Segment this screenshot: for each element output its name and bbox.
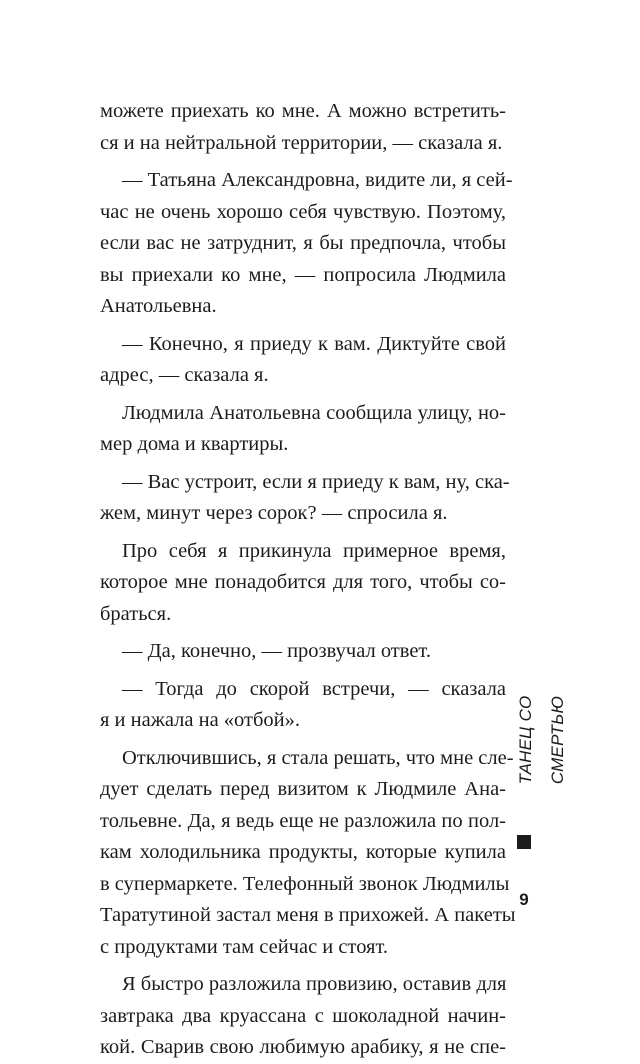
text-line: жем, минут через сорок? — спросила я. bbox=[100, 502, 448, 524]
text-line: с продуктами там сейчас и стоят. bbox=[100, 935, 389, 958]
text-line: адрес, — сказала я. bbox=[100, 364, 269, 386]
text-line: дует сделать перед визитом к Людмиле Ана- bbox=[100, 778, 506, 800]
running-title: ТАНЕЦ СО СМЕРТЬЮ bbox=[516, 695, 567, 785]
text-line: час не очень хорошо себя чувствую. Поэтому, bbox=[100, 200, 506, 223]
page-number: 9 bbox=[519, 890, 529, 909]
text-line: Анатольевна. bbox=[100, 295, 217, 317]
body-text bbox=[100, 96, 516, 1064]
text-line: Я быстро разложила провизию, оставив для bbox=[122, 973, 507, 995]
text-line: Отключившись, я стала решать, что мне сле- bbox=[122, 746, 514, 769]
text-line: Таратутиной застал меня в прихожей. А пакеты bbox=[100, 904, 516, 926]
text-line: вы приехали ко мне, — попросила Людмила bbox=[100, 263, 506, 286]
text-line: если вас не затруднит, я бы предпочла, чтобы bbox=[100, 232, 506, 254]
text-line: ся и на нейтральной территории, — сказала я. bbox=[100, 131, 503, 154]
square-marker bbox=[517, 835, 531, 849]
text-line: кой. Сварив свою любимую арабику, я не спе- bbox=[100, 1036, 506, 1058]
text-line: которое мне понадобится для того, чтобы со- bbox=[100, 571, 506, 593]
text-line: — Тогда до скорой встречи, — сказала bbox=[122, 677, 506, 700]
text-line: я и нажала на «отбой». bbox=[100, 709, 301, 731]
text-line: завтрака два круассана с шоколадной начин- bbox=[100, 1004, 506, 1027]
text-line: — Да, конечно, — прозвучал ответ. bbox=[122, 640, 431, 662]
text-line: Людмила Анатольевна сообщила улицу, но- bbox=[122, 401, 506, 424]
text-line: кам холодильника продукты, которые купила bbox=[100, 841, 506, 863]
text-line: Про себя я прикинула примерное время, bbox=[122, 539, 506, 562]
text-line: мер дома и квартиры. bbox=[100, 433, 289, 455]
text-line: можете приехать ко мне. А можно встретить- bbox=[100, 100, 506, 122]
text-line: в супермаркете. Телефонный звонок Людмилы bbox=[100, 872, 510, 895]
text-line: тольевне. Да, я ведь еще не разложила по пол- bbox=[100, 809, 506, 832]
text-line: браться. bbox=[100, 602, 172, 625]
text-line: — Татьяна Александровна, видите ли, я сей- bbox=[122, 169, 513, 191]
text-line: — Вас устроит, если я приеду к вам, ну, ска- bbox=[122, 470, 510, 493]
text-line: — Конечно, я приеду к вам. Диктуйте свой bbox=[122, 332, 506, 355]
